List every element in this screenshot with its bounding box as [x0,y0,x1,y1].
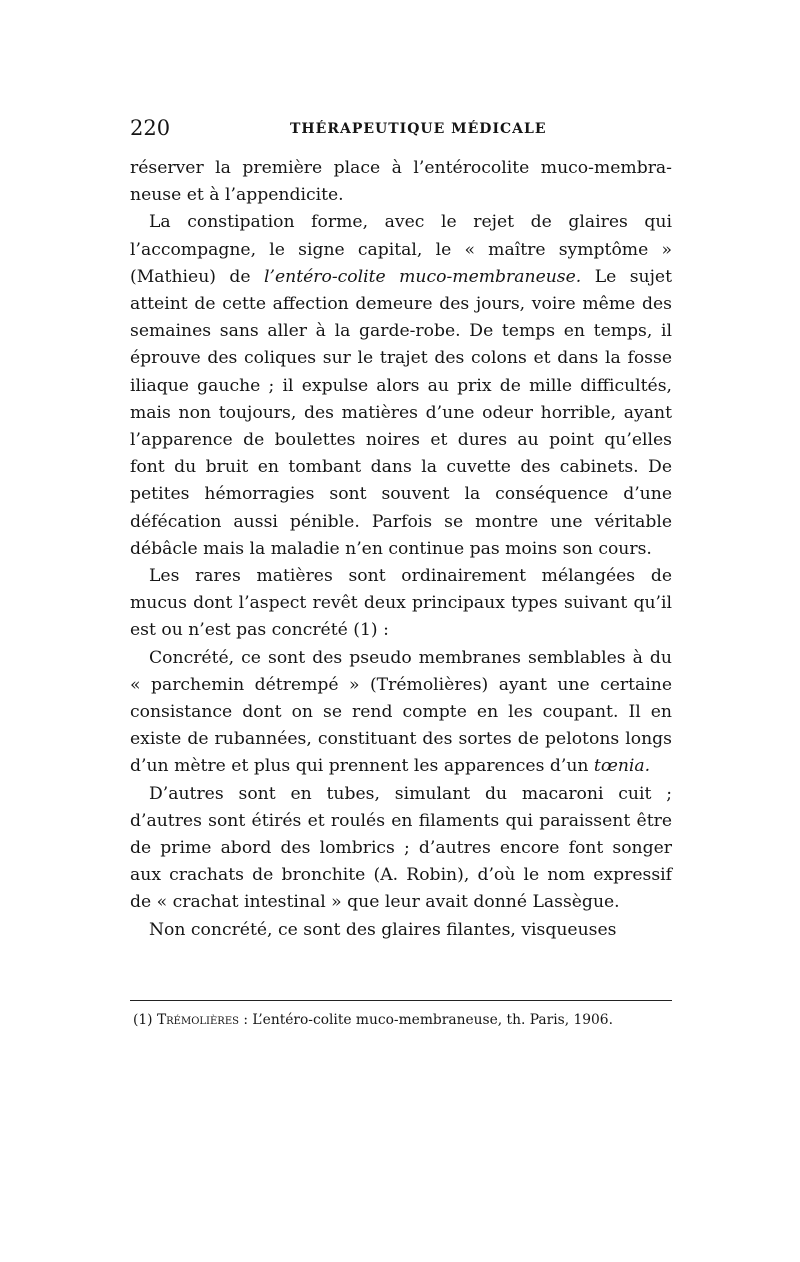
paragraph [130,917,672,944]
italic-text: tœnia. [593,756,651,777]
footnote-marker: (1) [133,1012,153,1028]
footnote-author: Trémolières [156,1012,239,1028]
text-run: La constipation forme, avec le rejet de glaires qui l’accompagne, le signe capital, le « maître symptôme » (Mathieu) de [130,212,672,287]
text-run: Non concrété, ce sont des glaires filantes, visqueuses [149,919,617,940]
paragraph [130,645,672,781]
page-header [130,116,670,140]
text-run: Concrété, ce sont des pseudo membranes semblables à du « parchemin détrempé » (Trémolières) ayant une certaine consistance dont on se rend compte en les coupant. Il en existe de rubannées, constituant des sortes de pelotons longs d’un mètre et plus qui prennent les apparences d’un [130,647,672,777]
paragraph [130,563,672,645]
paragraph [130,781,672,917]
footnote-rule [130,1000,672,1001]
paragraph [130,209,672,563]
text-run: réserver la première place à l’entérocolite muco-membra-neuse et à l’appendicite. [130,158,672,206]
text-run: Le sujet atteint de cette affection demeure des jours, voire même des semaines sans aller à la garde-robe. De temps en temps, il éprouve des coliques sur le trajet des colons et dans la fosse iliaque gauche ; il expulse alors au prix de mille difficultés, mais non toujours, des matières d’une odeur horrible, ayant l’apparence de boulettes noires et dures au point qu’elles font du bruit en tombant dans la cuvette des cabinets. De petites hémorragies sont souvent la conséquence d’une défécation aussi pénible. Parfois se montre une véritable débâcle mais la maladie n’en continue pas moins son cours. [130,266,673,559]
text-run: Les rares matières sont ordinairement mélangées de mucus dont l’aspect revêt deux principaux types suivant qu’il est ou n’est pas concrété (1) : [130,566,672,641]
running-title: THÉRAPEUTIQUE MÉDICALE [290,121,547,137]
body-text [130,155,672,944]
italic-text: l’entéro-colite muco-membraneuse. [264,266,582,287]
page-number: 220 [130,116,171,140]
paragraph [130,155,672,209]
footnote [133,1012,613,1028]
footnote-text: : L’entéro-colite muco-membraneuse, th. Paris, 1906. [243,1012,613,1028]
text-run: D’autres sont en tubes, simulant du macaroni cuit ; d’autres sont étirés et roulés en filaments qui paraissent être de prime abord des lombrics ; d’autres encore font songer aux crachats de bronchite (A. Robin), d’où le nom expressif de « crachat intestinal » que leur avait donné Lassègue. [130,783,672,913]
